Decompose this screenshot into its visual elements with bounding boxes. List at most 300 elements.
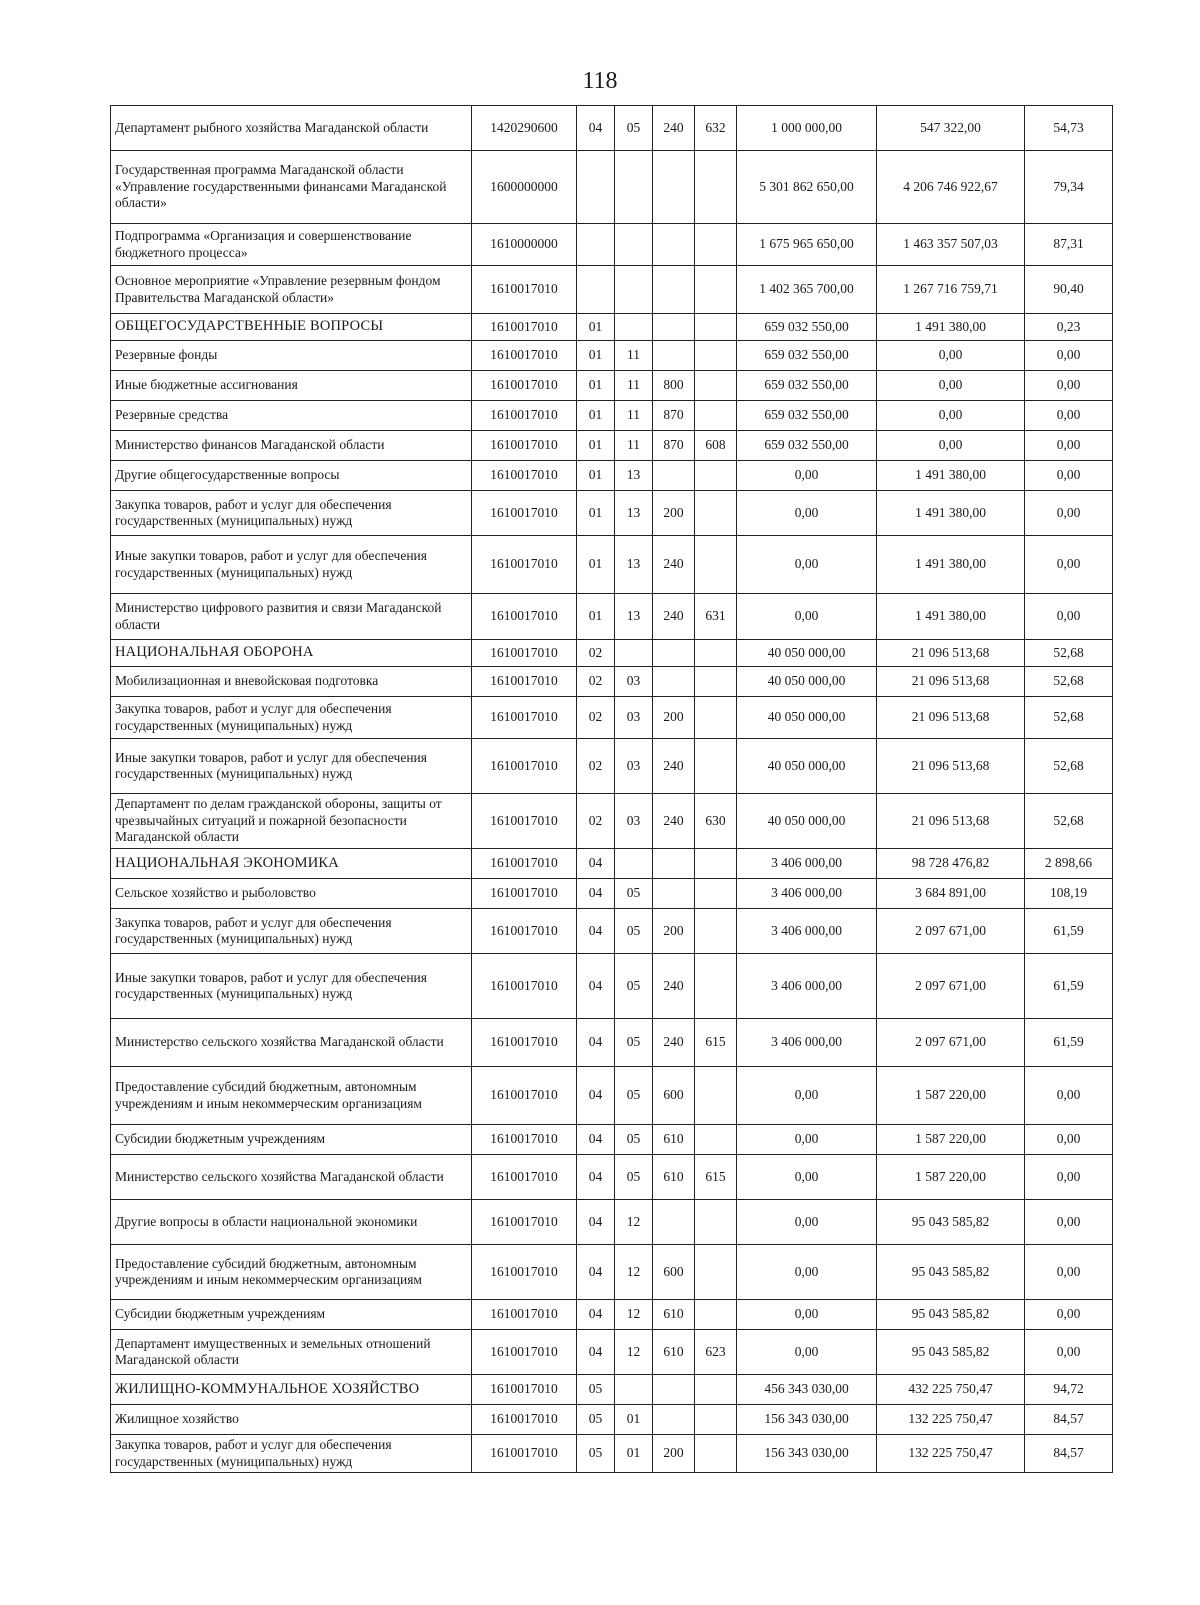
row-fact: 4 206 746 922,67: [877, 151, 1025, 224]
row-name: Субсидии бюджетным учреждениям: [111, 1300, 472, 1330]
row-code: 1610017010: [472, 594, 577, 640]
row-plan: 0,00: [737, 491, 877, 536]
row-department: [695, 341, 737, 371]
row-code: 1610017010: [472, 491, 577, 536]
row-fact: 95 043 585,82: [877, 1200, 1025, 1245]
row-expense-type: 200: [653, 1435, 695, 1473]
row-subsection: [615, 640, 653, 667]
row-fact: 0,00: [877, 371, 1025, 401]
row-percent: 94,72: [1025, 1375, 1113, 1405]
row-plan: 40 050 000,00: [737, 667, 877, 697]
row-subsection: 12: [615, 1300, 653, 1330]
row-plan: 3 406 000,00: [737, 909, 877, 954]
row-plan: 0,00: [737, 1067, 877, 1125]
row-section: 01: [577, 314, 615, 341]
row-code: 1610017010: [472, 794, 577, 849]
row-name: Иные закупки товаров, работ и услуг для обеспечения государственных (муниципальных) нужд: [111, 954, 472, 1019]
row-plan: 40 050 000,00: [737, 794, 877, 849]
row-department: [695, 879, 737, 909]
row-plan: 40 050 000,00: [737, 697, 877, 739]
row-expense-type: [653, 224, 695, 266]
row-subsection: [615, 266, 653, 314]
row-section: 04: [577, 1330, 615, 1375]
row-section: 01: [577, 536, 615, 594]
row-fact: 0,00: [877, 341, 1025, 371]
row-section: [577, 224, 615, 266]
row-code: 1610017010: [472, 1125, 577, 1155]
row-percent: 61,59: [1025, 954, 1113, 1019]
row-percent: 0,00: [1025, 401, 1113, 431]
row-name: Закупка товаров, работ и услуг для обеспечения государственных (муниципальных) нужд: [111, 697, 472, 739]
row-plan: 0,00: [737, 594, 877, 640]
table-row: [111, 909, 1113, 954]
row-fact: 95 043 585,82: [877, 1330, 1025, 1375]
table-row: [111, 794, 1113, 849]
row-fact: 132 225 750,47: [877, 1405, 1025, 1435]
row-name: Другие вопросы в области национальной экономики: [111, 1200, 472, 1245]
row-fact: 1 491 380,00: [877, 461, 1025, 491]
row-code: 1610017010: [472, 314, 577, 341]
section-row: [111, 849, 1113, 879]
row-department: [695, 1435, 737, 1473]
row-plan: 3 406 000,00: [737, 879, 877, 909]
row-subsection: 05: [615, 909, 653, 954]
table-row: [111, 461, 1113, 491]
row-fact: 98 728 476,82: [877, 849, 1025, 879]
row-percent: 0,00: [1025, 461, 1113, 491]
row-fact: 3 684 891,00: [877, 879, 1025, 909]
row-fact: 95 043 585,82: [877, 1300, 1025, 1330]
row-fact: 1 491 380,00: [877, 594, 1025, 640]
row-plan: 5 301 862 650,00: [737, 151, 877, 224]
table-row: [111, 1405, 1113, 1435]
row-code: 1610017010: [472, 667, 577, 697]
row-expense-type: [653, 151, 695, 224]
row-department: [695, 739, 737, 794]
row-expense-type: 610: [653, 1300, 695, 1330]
row-expense-type: 200: [653, 697, 695, 739]
table-row: [111, 667, 1113, 697]
row-code: 1610017010: [472, 640, 577, 667]
row-expense-type: [653, 341, 695, 371]
row-expense-type: [653, 1405, 695, 1435]
table-row: [111, 1200, 1113, 1245]
row-department: [695, 1245, 737, 1300]
table-row: [111, 954, 1113, 1019]
row-plan: 0,00: [737, 1200, 877, 1245]
table-row: [111, 431, 1113, 461]
table-row: [111, 1300, 1113, 1330]
row-subsection: 05: [615, 954, 653, 1019]
row-code: 1610017010: [472, 536, 577, 594]
row-plan: 659 032 550,00: [737, 431, 877, 461]
row-fact: 1 587 220,00: [877, 1067, 1025, 1125]
row-percent: 0,00: [1025, 491, 1113, 536]
row-department: [695, 536, 737, 594]
row-code: 1610017010: [472, 1405, 577, 1435]
row-section: 01: [577, 491, 615, 536]
row-fact: 2 097 671,00: [877, 954, 1025, 1019]
row-fact: 547 322,00: [877, 106, 1025, 151]
row-expense-type: [653, 849, 695, 879]
row-subsection: [615, 314, 653, 341]
row-percent: 0,00: [1025, 1067, 1113, 1125]
row-subsection: 11: [615, 341, 653, 371]
table-row: [111, 371, 1113, 401]
row-expense-type: 200: [653, 491, 695, 536]
row-expense-type: 240: [653, 954, 695, 1019]
row-fact: 1 491 380,00: [877, 536, 1025, 594]
row-percent: 0,00: [1025, 1300, 1113, 1330]
row-fact: 1 587 220,00: [877, 1155, 1025, 1200]
row-subsection: [615, 849, 653, 879]
row-subsection: [615, 151, 653, 224]
row-code: 1610017010: [472, 1067, 577, 1125]
row-percent: 61,59: [1025, 909, 1113, 954]
row-code: 1610000000: [472, 224, 577, 266]
row-percent: 0,00: [1025, 1155, 1113, 1200]
row-percent: 2 898,66: [1025, 849, 1113, 879]
row-subsection: 05: [615, 106, 653, 151]
row-subsection: 12: [615, 1245, 653, 1300]
row-section: 04: [577, 1300, 615, 1330]
row-fact: 1 587 220,00: [877, 1125, 1025, 1155]
row-section: 04: [577, 1155, 615, 1200]
row-percent: 84,57: [1025, 1405, 1113, 1435]
row-percent: 52,68: [1025, 794, 1113, 849]
table-body: [111, 106, 1113, 1473]
row-code: 1610017010: [472, 1375, 577, 1405]
row-code: 1610017010: [472, 1330, 577, 1375]
row-fact: 132 225 750,47: [877, 1435, 1025, 1473]
row-fact: 21 096 513,68: [877, 794, 1025, 849]
row-section: 04: [577, 849, 615, 879]
row-code: 1610017010: [472, 431, 577, 461]
row-fact: 95 043 585,82: [877, 1245, 1025, 1300]
row-department: [695, 266, 737, 314]
row-subsection: 03: [615, 667, 653, 697]
row-code: 1610017010: [472, 371, 577, 401]
row-section: 05: [577, 1435, 615, 1473]
row-section: 01: [577, 461, 615, 491]
row-section: 02: [577, 794, 615, 849]
row-fact: 432 225 750,47: [877, 1375, 1025, 1405]
row-expense-type: 200: [653, 909, 695, 954]
row-code: 1610017010: [472, 697, 577, 739]
row-percent: 61,59: [1025, 1019, 1113, 1067]
row-section: 01: [577, 371, 615, 401]
row-expense-type: [653, 461, 695, 491]
row-subsection: 01: [615, 1435, 653, 1473]
row-plan: 659 032 550,00: [737, 341, 877, 371]
row-department: [695, 371, 737, 401]
row-department: [695, 151, 737, 224]
row-percent: 52,68: [1025, 640, 1113, 667]
row-name: Департамент по делам гражданской обороны, защиты от чрезвычайных ситуаций и пожарной безопасности Магаданской области: [111, 794, 472, 849]
row-plan: 40 050 000,00: [737, 640, 877, 667]
row-department: [695, 667, 737, 697]
row-name: Резервные фонды: [111, 341, 472, 371]
row-percent: 0,00: [1025, 1200, 1113, 1245]
row-percent: 52,68: [1025, 739, 1113, 794]
row-name: Иные закупки товаров, работ и услуг для обеспечения государственных (муниципальных) нужд: [111, 739, 472, 794]
row-percent: 52,68: [1025, 697, 1113, 739]
row-expense-type: [653, 1375, 695, 1405]
row-code: 1610017010: [472, 909, 577, 954]
table-row: [111, 341, 1113, 371]
row-name: Основное мероприятие «Управление резервным фондом Правительства Магаданской области»: [111, 266, 472, 314]
row-code: 1610017010: [472, 401, 577, 431]
table-row: [111, 151, 1113, 224]
row-name: ЖИЛИЩНО-КОММУНАЛЬНОЕ ХОЗЯЙСТВО: [111, 1375, 472, 1405]
row-expense-type: [653, 266, 695, 314]
row-subsection: 05: [615, 1019, 653, 1067]
row-percent: 84,57: [1025, 1435, 1113, 1473]
table-row: [111, 491, 1113, 536]
row-plan: 0,00: [737, 461, 877, 491]
row-section: 02: [577, 739, 615, 794]
row-plan: 659 032 550,00: [737, 314, 877, 341]
row-section: 01: [577, 401, 615, 431]
row-name: Резервные средства: [111, 401, 472, 431]
row-fact: 0,00: [877, 401, 1025, 431]
row-department: [695, 1375, 737, 1405]
row-percent: 0,00: [1025, 1125, 1113, 1155]
row-fact: 1 267 716 759,71: [877, 266, 1025, 314]
row-expense-type: [653, 314, 695, 341]
row-fact: 1 463 357 507,03: [877, 224, 1025, 266]
row-section: 04: [577, 1125, 615, 1155]
row-name: Жилищное хозяйство: [111, 1405, 472, 1435]
row-department: 630: [695, 794, 737, 849]
row-name: НАЦИОНАЛЬНАЯ ОБОРОНА: [111, 640, 472, 667]
row-section: 05: [577, 1375, 615, 1405]
row-code: 1610017010: [472, 954, 577, 1019]
row-department: [695, 1405, 737, 1435]
row-expense-type: 240: [653, 794, 695, 849]
row-department: [695, 401, 737, 431]
row-name: Другие общегосударственные вопросы: [111, 461, 472, 491]
row-plan: 659 032 550,00: [737, 401, 877, 431]
row-subsection: 13: [615, 461, 653, 491]
row-fact: 21 096 513,68: [877, 697, 1025, 739]
row-code: 1610017010: [472, 739, 577, 794]
row-plan: 1 000 000,00: [737, 106, 877, 151]
row-subsection: 11: [615, 431, 653, 461]
table-row: [111, 739, 1113, 794]
row-code: 1610017010: [472, 879, 577, 909]
section-row: [111, 314, 1113, 341]
row-plan: 40 050 000,00: [737, 739, 877, 794]
row-expense-type: 610: [653, 1155, 695, 1200]
row-plan: 456 343 030,00: [737, 1375, 877, 1405]
row-name: Департамент рыбного хозяйства Магаданской области: [111, 106, 472, 151]
row-section: 04: [577, 1200, 615, 1245]
row-name: Субсидии бюджетным учреждениям: [111, 1125, 472, 1155]
row-name: Иные закупки товаров, работ и услуг для обеспечения государственных (муниципальных) нужд: [111, 536, 472, 594]
row-code: 1610017010: [472, 341, 577, 371]
row-section: 04: [577, 879, 615, 909]
row-expense-type: 600: [653, 1245, 695, 1300]
table-row: [111, 266, 1113, 314]
row-subsection: 12: [615, 1330, 653, 1375]
row-department: [695, 697, 737, 739]
row-name: Иные бюджетные ассигнования: [111, 371, 472, 401]
row-subsection: 12: [615, 1200, 653, 1245]
row-name: Сельское хозяйство и рыболовство: [111, 879, 472, 909]
row-name: Министерство сельского хозяйства Магаданской области: [111, 1019, 472, 1067]
row-department: [695, 224, 737, 266]
row-expense-type: 240: [653, 1019, 695, 1067]
row-name: Мобилизационная и вневойсковая подготовка: [111, 667, 472, 697]
row-plan: 3 406 000,00: [737, 1019, 877, 1067]
row-plan: 0,00: [737, 536, 877, 594]
row-section: 01: [577, 431, 615, 461]
row-name: Закупка товаров, работ и услуг для обеспечения государственных (муниципальных) нужд: [111, 909, 472, 954]
row-expense-type: 240: [653, 594, 695, 640]
row-expense-type: 610: [653, 1330, 695, 1375]
row-plan: 0,00: [737, 1245, 877, 1300]
row-section: [577, 266, 615, 314]
row-subsection: [615, 224, 653, 266]
row-name: Министерство финансов Магаданской области: [111, 431, 472, 461]
row-name: Закупка товаров, работ и услуг для обеспечения государственных (муниципальных) нужд: [111, 1435, 472, 1473]
row-expense-type: 610: [653, 1125, 695, 1155]
row-fact: 21 096 513,68: [877, 739, 1025, 794]
row-section: 04: [577, 1067, 615, 1125]
row-name: Подпрограмма «Организация и совершенствование бюджетного процесса»: [111, 224, 472, 266]
row-code: 1610017010: [472, 1435, 577, 1473]
row-subsection: 11: [615, 401, 653, 431]
row-code: 1600000000: [472, 151, 577, 224]
row-fact: 21 096 513,68: [877, 640, 1025, 667]
row-expense-type: 240: [653, 106, 695, 151]
table-row: [111, 1067, 1113, 1125]
row-expense-type: 870: [653, 431, 695, 461]
row-fact: 1 491 380,00: [877, 491, 1025, 536]
row-percent: 0,00: [1025, 431, 1113, 461]
row-section: 01: [577, 594, 615, 640]
row-plan: 3 406 000,00: [737, 954, 877, 1019]
row-department: 615: [695, 1019, 737, 1067]
row-section: 04: [577, 106, 615, 151]
row-section: 04: [577, 909, 615, 954]
row-department: 623: [695, 1330, 737, 1375]
row-name: НАЦИОНАЛЬНАЯ ЭКОНОМИКА: [111, 849, 472, 879]
row-section: 04: [577, 1245, 615, 1300]
row-percent: 0,00: [1025, 1330, 1113, 1375]
row-section: 02: [577, 697, 615, 739]
row-fact: 2 097 671,00: [877, 909, 1025, 954]
row-section: 02: [577, 667, 615, 697]
row-name: Государственная программа Магаданской области «Управление государственными финансами Магаданской области»: [111, 151, 472, 224]
row-department: [695, 1300, 737, 1330]
row-section: 02: [577, 640, 615, 667]
row-department: 631: [695, 594, 737, 640]
row-percent: 79,34: [1025, 151, 1113, 224]
row-department: [695, 640, 737, 667]
row-plan: 659 032 550,00: [737, 371, 877, 401]
row-fact: 0,00: [877, 431, 1025, 461]
section-row: [111, 1375, 1113, 1405]
table-row: [111, 594, 1113, 640]
row-subsection: 13: [615, 594, 653, 640]
row-plan: 0,00: [737, 1300, 877, 1330]
table-row: [111, 224, 1113, 266]
row-expense-type: 240: [653, 739, 695, 794]
row-department: 615: [695, 1155, 737, 1200]
row-expense-type: [653, 640, 695, 667]
row-plan: 156 343 030,00: [737, 1405, 877, 1435]
row-name: ОБЩЕГОСУДАРСТВЕННЫЕ ВОПРОСЫ: [111, 314, 472, 341]
row-plan: 0,00: [737, 1125, 877, 1155]
table-row: [111, 106, 1113, 151]
row-name: Закупка товаров, работ и услуг для обеспечения государственных (муниципальных) нужд: [111, 491, 472, 536]
row-code: 1420290600: [472, 106, 577, 151]
row-expense-type: 600: [653, 1067, 695, 1125]
row-plan: 0,00: [737, 1330, 877, 1375]
row-department: [695, 491, 737, 536]
row-code: 1610017010: [472, 1200, 577, 1245]
row-percent: 0,00: [1025, 1245, 1113, 1300]
row-expense-type: [653, 667, 695, 697]
row-department: [695, 314, 737, 341]
row-name: Предоставление субсидий бюджетным, автономным учреждениям и иным некоммерческим организациям: [111, 1067, 472, 1125]
table-row: [111, 1155, 1113, 1200]
row-percent: 0,00: [1025, 536, 1113, 594]
row-percent: 108,19: [1025, 879, 1113, 909]
table-row: [111, 1019, 1113, 1067]
row-plan: 156 343 030,00: [737, 1435, 877, 1473]
row-expense-type: 800: [653, 371, 695, 401]
row-code: 1610017010: [472, 1300, 577, 1330]
row-percent: 90,40: [1025, 266, 1113, 314]
row-code: 1610017010: [472, 849, 577, 879]
row-expense-type: [653, 1200, 695, 1245]
row-percent: 0,00: [1025, 341, 1113, 371]
row-section: 05: [577, 1405, 615, 1435]
row-department: 632: [695, 106, 737, 151]
row-department: [695, 461, 737, 491]
row-percent: 0,23: [1025, 314, 1113, 341]
row-department: [695, 1067, 737, 1125]
budget-table: [110, 105, 1113, 1473]
row-percent: 0,00: [1025, 594, 1113, 640]
row-code: 1610017010: [472, 1245, 577, 1300]
page-number: 118: [582, 68, 618, 94]
row-code: 1610017010: [472, 461, 577, 491]
table-row: [111, 1435, 1113, 1473]
row-subsection: [615, 1375, 653, 1405]
row-section: 04: [577, 1019, 615, 1067]
row-name: Министерство сельского хозяйства Магаданской области: [111, 1155, 472, 1200]
row-subsection: 03: [615, 697, 653, 739]
table-row: [111, 697, 1113, 739]
table-row: [111, 536, 1113, 594]
row-percent: 52,68: [1025, 667, 1113, 697]
table-row: [111, 1245, 1113, 1300]
row-section: [577, 151, 615, 224]
table-row: [111, 879, 1113, 909]
row-department: [695, 849, 737, 879]
row-subsection: 01: [615, 1405, 653, 1435]
row-section: 01: [577, 341, 615, 371]
table-row: [111, 1330, 1113, 1375]
row-percent: 87,31: [1025, 224, 1113, 266]
row-subsection: 11: [615, 371, 653, 401]
row-department: [695, 1200, 737, 1245]
row-fact: 21 096 513,68: [877, 667, 1025, 697]
